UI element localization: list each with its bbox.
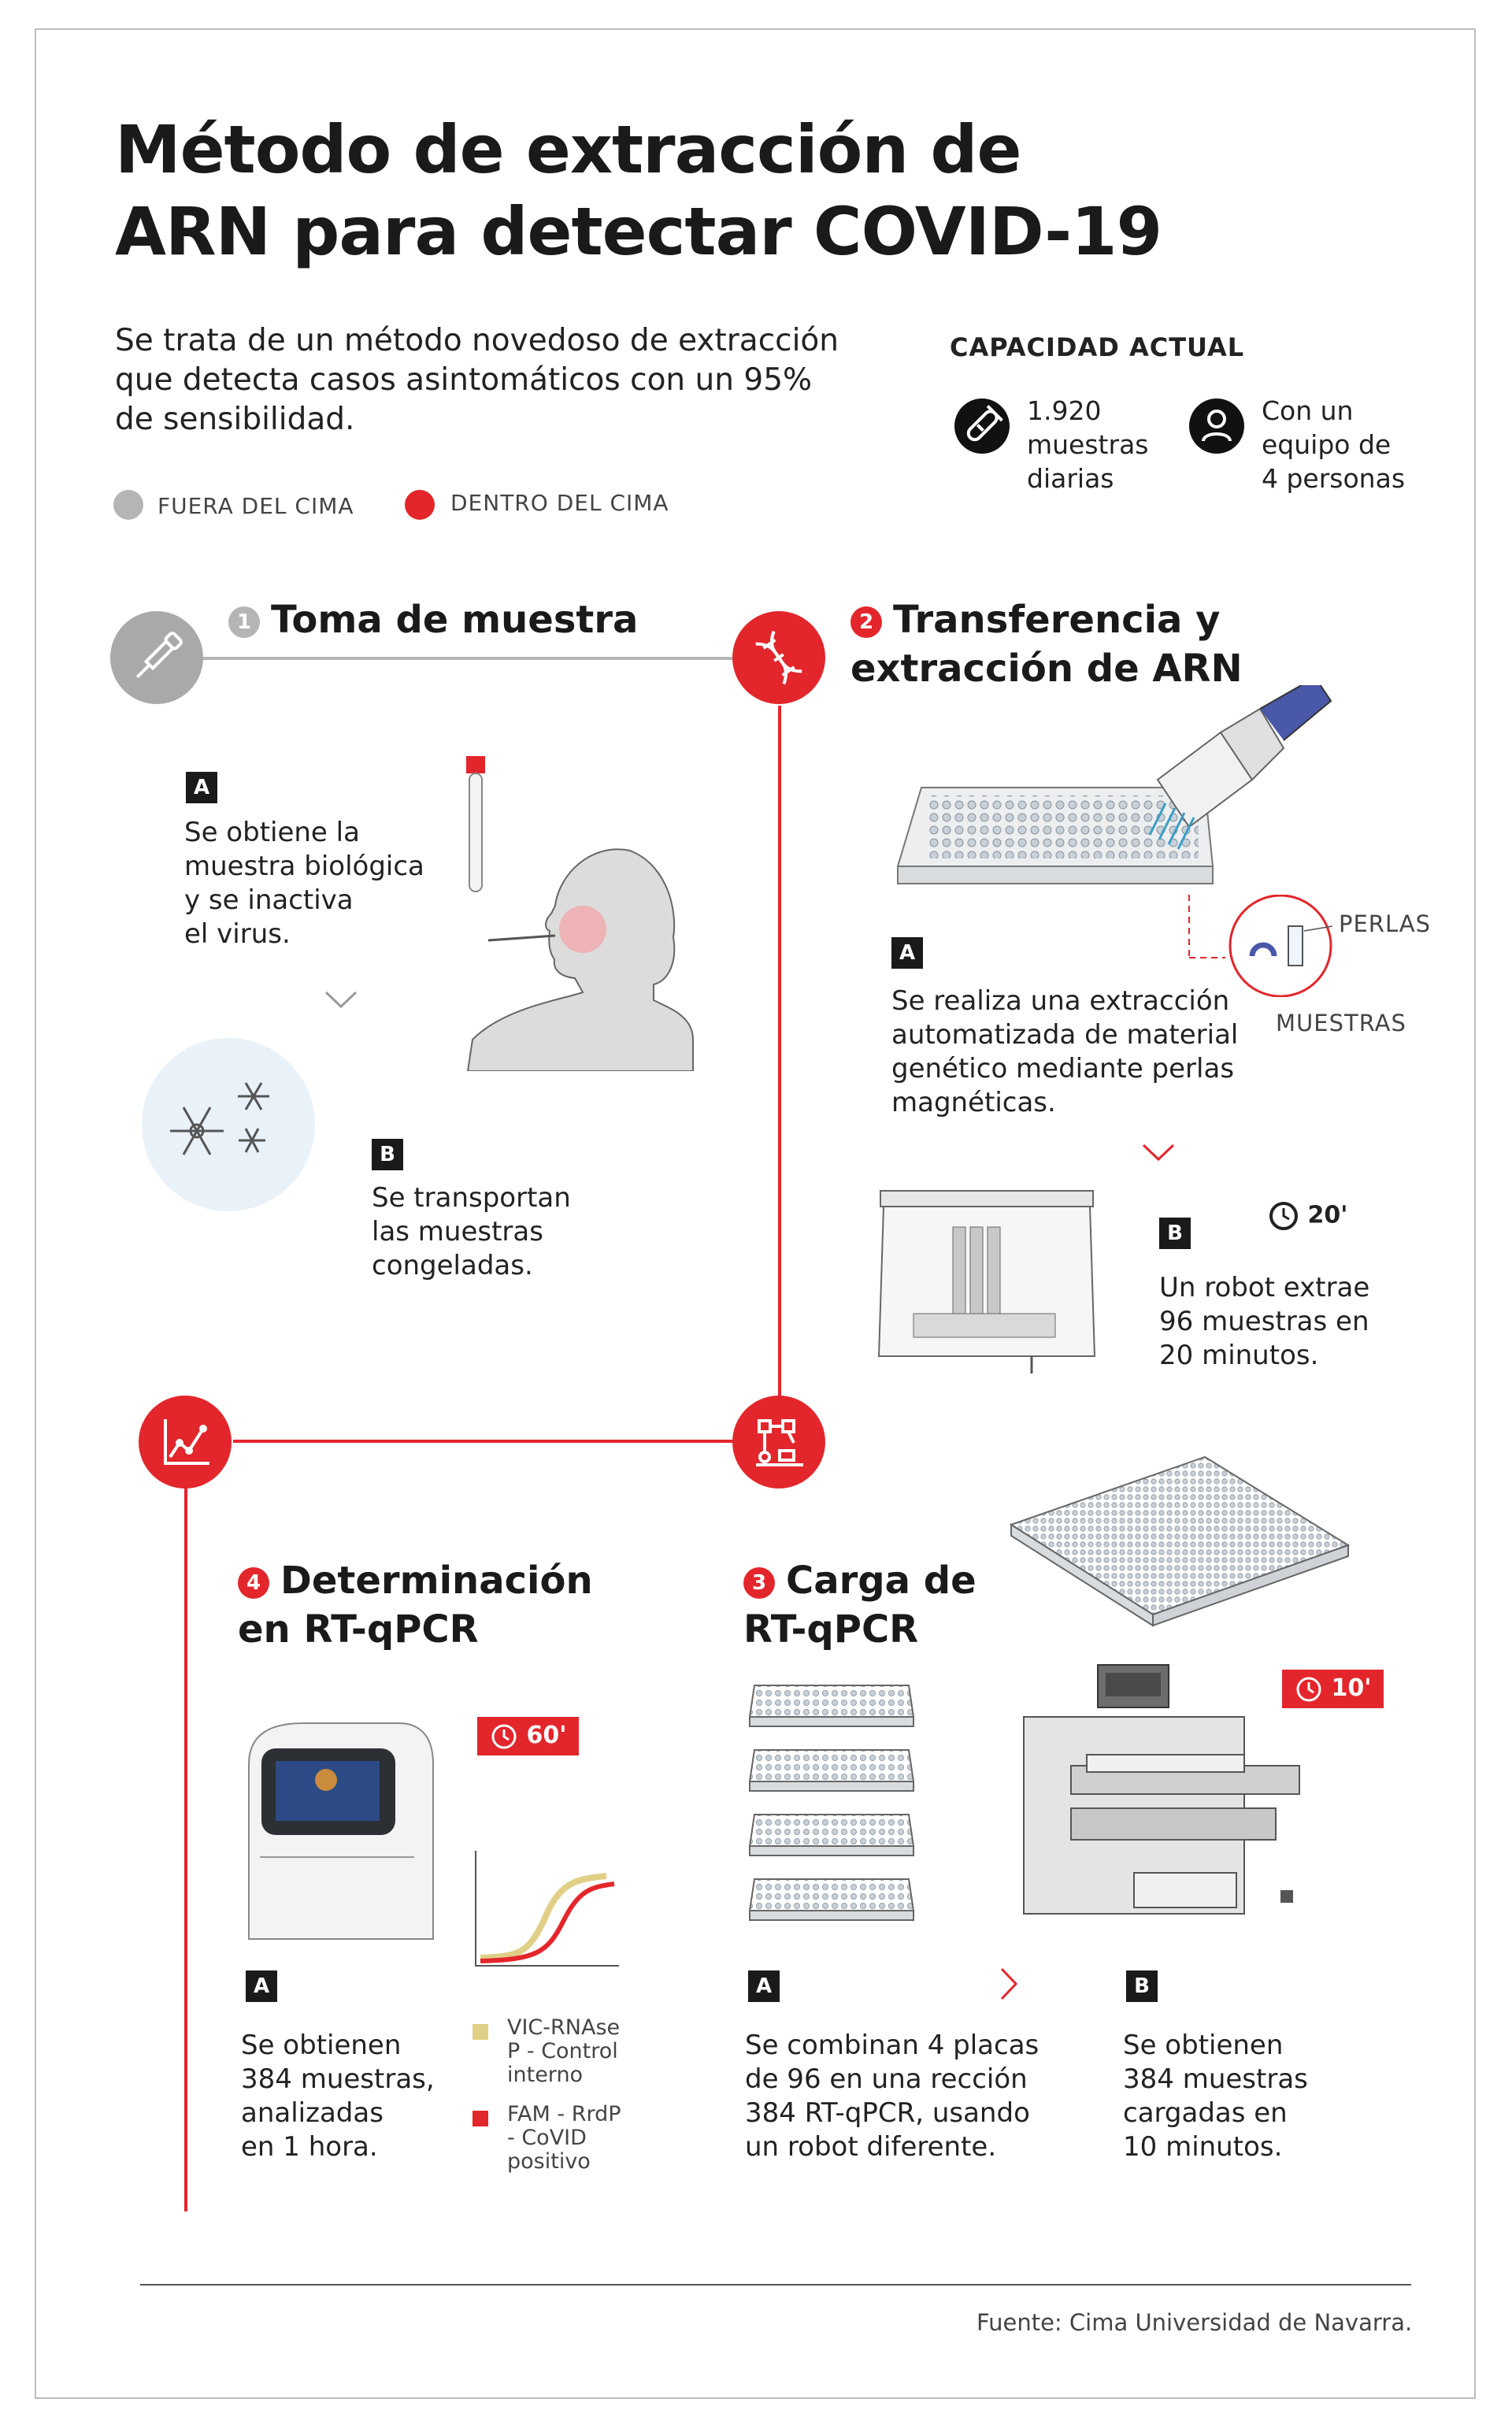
dna-icon (732, 611, 825, 704)
step-4-timer (477, 1717, 579, 1755)
step-4a-text (241, 2029, 435, 2164)
step-2a-line: automatizada de material (891, 1019, 1239, 1051)
step-2a-line: magnéticas. (891, 1087, 1056, 1118)
step-2b-line: Un robot extrae (1159, 1272, 1370, 1303)
capacity-team-line: equipo de (1262, 429, 1392, 460)
capacity-title: CAPACIDAD ACTUAL (950, 332, 1245, 362)
legend-fam-label (507, 2103, 621, 2174)
legend-vic-line: interno (507, 2063, 584, 2087)
plate-pipette-illustration (890, 685, 1362, 909)
step-3a-text (745, 2029, 1039, 2164)
step-4-timer-value: 60' (526, 1722, 567, 1749)
legend-vic-line: VIC-RNAse (507, 2015, 621, 2040)
beads-label: PERLAS (1339, 910, 1432, 937)
step-2a-badge: A (891, 937, 923, 969)
step-1a-line: Se obtiene la (184, 817, 360, 848)
step-2-number: 2 (850, 606, 882, 638)
chevron-down-icon (323, 988, 359, 1014)
legend-vic-line: P - Control (507, 2039, 618, 2063)
step-1-title (228, 595, 638, 644)
step-1a-badge: A (186, 772, 217, 803)
step-3b-line: 10 minutos. (1123, 2131, 1283, 2163)
step-1-title-text: Toma de muestra (271, 598, 639, 642)
loading-robot-illustration (1008, 1662, 1307, 1933)
step-4a-line: analizadas (241, 2097, 384, 2129)
four-plates-illustration (745, 1679, 918, 1934)
legend-inside-dot (405, 490, 435, 520)
step-4a-badge: A (246, 1970, 277, 2002)
step-3a-line: 384 RT-qPCR, usando (745, 2097, 1030, 2129)
step-2b-line: 20 minutos. (1159, 1340, 1319, 1371)
step-2a-line: genético mediante perlas (891, 1053, 1235, 1084)
clock-icon (490, 1722, 518, 1751)
step-2b-timer-value: 20' (1307, 1201, 1348, 1229)
clock-icon (1268, 1200, 1299, 1232)
intro-line-3: de sensibilidad. (115, 402, 355, 437)
legend-fam-swatch (472, 2111, 488, 2126)
step-3b-line: 384 muestras (1123, 2063, 1308, 2095)
step-4a-line: en 1 hora. (241, 2131, 378, 2163)
step-3-timer-value: 10' (1331, 1674, 1372, 1702)
step-4a-line: 384 muestras, (241, 2063, 435, 2095)
legend-outside-dot (113, 490, 143, 520)
step-1a-line: el virus. (184, 918, 291, 950)
chart-icon (139, 1396, 232, 1488)
connector-2-3 (778, 706, 781, 1397)
step-1-number: 1 (228, 606, 260, 638)
snowflake-icon (142, 1038, 315, 1214)
step-2-title-line: extracción de ARN (850, 647, 1243, 691)
step-3-title-line: RT-qPCR (743, 1607, 919, 1652)
step-3-title-line: Carga de (786, 1559, 976, 1603)
step-4-title-line: en RT-qPCR (238, 1607, 479, 1652)
capacity-team-text (1262, 394, 1405, 495)
step-2a-text (891, 984, 1238, 1120)
intro-text (115, 321, 871, 439)
step-1b-line: las muestras (372, 1216, 543, 1248)
connector-3-4 (233, 1440, 734, 1443)
connector-1-2 (203, 657, 734, 660)
step-3b-line: cargadas en (1123, 2097, 1288, 2129)
step-4-title (238, 1556, 593, 1654)
clock-icon (1295, 1675, 1323, 1704)
capacity-samples-line: 1.920 (1027, 395, 1102, 426)
legend-fam-line: - CoVID (507, 2126, 587, 2150)
legend-outside-label: FUERA DEL CIMA (158, 493, 354, 519)
plate-384-illustration (1008, 1454, 1354, 1630)
qpcr-machine-illustration (241, 1717, 438, 1956)
step-3a-line: de 96 en una rección (745, 2063, 1028, 2095)
step-2b-line: 96 muestras en (1159, 1306, 1369, 1337)
capacity-samples-line: muestras (1027, 429, 1149, 460)
step-3a-line: Se combinan 4 placas (745, 2030, 1040, 2061)
step-1b-badge: B (372, 1139, 403, 1170)
intro-line-1: Se trata de un método novedoso de extracción (115, 323, 839, 358)
dropper-icon (110, 611, 203, 704)
step-4-number: 4 (238, 1567, 269, 1599)
page-title (115, 109, 1217, 272)
step-2-title (850, 595, 1243, 693)
step-3b-line: Se obtienen (1123, 2030, 1284, 2061)
source-credit: Fuente: Cima Universidad de Navarra. (976, 2309, 1413, 2336)
capacity-team-line: 4 personas (1262, 463, 1406, 494)
legend-inside-label: DENTRO DEL CIMA (450, 490, 669, 516)
step-1b-line: congeladas. (372, 1250, 533, 1281)
title-line-1: Método de extracción de (115, 111, 1021, 188)
person-icon (1189, 399, 1244, 454)
amplification-curve-chart (472, 1851, 622, 1972)
step-3b-badge: B (1126, 1970, 1158, 2002)
step-4a-line: Se obtienen (241, 2030, 402, 2061)
footer-divider (140, 2284, 1411, 2286)
chevron-right-icon (997, 1966, 1021, 2005)
connector-4-end (184, 1487, 187, 2211)
capacity-samples-text (1027, 394, 1148, 495)
step-2a-line: Se realiza una extracción (891, 985, 1230, 1017)
step-1b-text (372, 1181, 571, 1283)
step-3a-line: un robot diferente. (745, 2131, 997, 2163)
intro-line-2: que detecta casos asintomáticos con un 95% (115, 362, 813, 398)
step-3b-text (1123, 2029, 1308, 2164)
legend-fam-line: FAM - RrdP (507, 2102, 621, 2126)
step-2b-badge: B (1159, 1218, 1191, 1249)
title-line-2: ARN para detectar COVID-19 (115, 193, 1162, 270)
capacity-samples-line: diarias (1027, 463, 1114, 494)
chevron-down-icon (1140, 1140, 1177, 1167)
step-3-number: 3 (743, 1567, 775, 1599)
step-3a-badge: A (748, 1970, 780, 2002)
extraction-robot-illustration (874, 1188, 1102, 1380)
step-1a-text (184, 816, 424, 951)
step-1a-line: y se inactiva (184, 884, 354, 916)
legend-vic-label (507, 2016, 620, 2087)
swab-tube-illustration (457, 756, 709, 1074)
step-1a-line: muestra biológica (184, 851, 424, 882)
legend-fam-line: positivo (507, 2149, 591, 2174)
step-4-title-line: Determinación (280, 1559, 593, 1603)
step-3-timer (1282, 1670, 1384, 1708)
step-3-title (743, 1556, 976, 1654)
robot-arm-icon (732, 1396, 825, 1488)
legend-vic-swatch (472, 2024, 488, 2040)
step-1b-line: Se transportan (372, 1182, 571, 1214)
test-tube-icon (954, 399, 1010, 454)
capacity-team-line: Con un (1262, 395, 1354, 426)
step-2-title-line: Transferencia y (893, 598, 1221, 642)
samples-label: MUESTRAS (1276, 1010, 1406, 1036)
step-2b-timer (1268, 1200, 1347, 1232)
step-2b-text (1159, 1271, 1369, 1373)
